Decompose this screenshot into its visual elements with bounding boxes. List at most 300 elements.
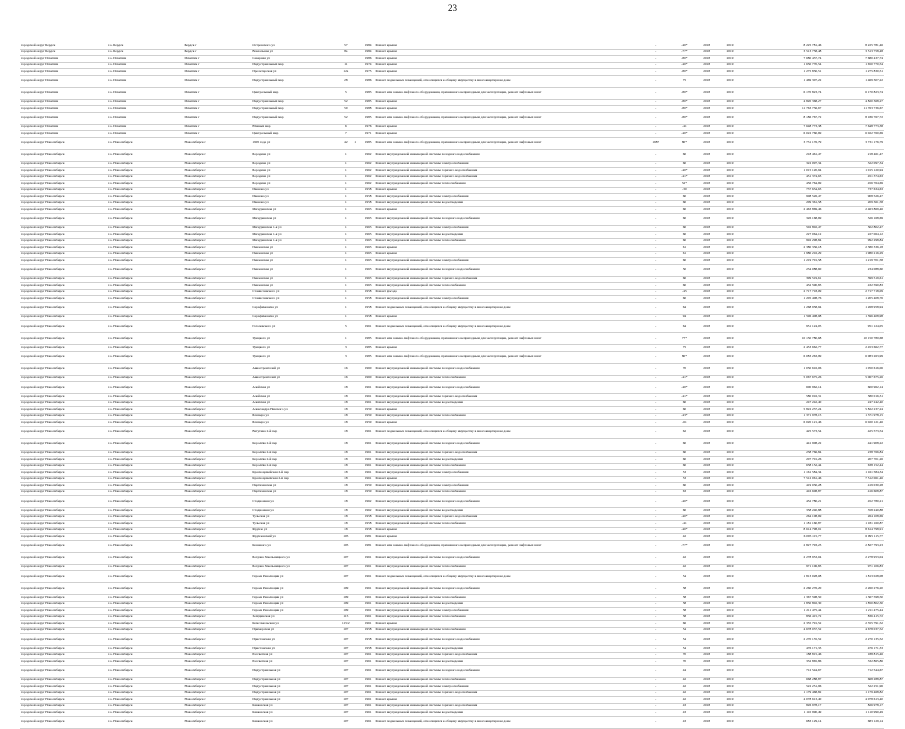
cell-wear: 61 bbox=[674, 251, 695, 258]
cell-locality: Новосибирск г bbox=[183, 677, 251, 684]
cell-municipality: городской округ Новосибирск bbox=[20, 283, 107, 290]
cell-commission-year: - bbox=[638, 232, 674, 239]
cell-start-year: 2018 bbox=[695, 677, 718, 684]
cell-municipality: городской округ Новосибирск bbox=[20, 238, 107, 245]
cell-cost: 7 680 437,74 bbox=[765, 56, 822, 63]
cell-house: 28 bbox=[338, 75, 353, 87]
cell-building bbox=[353, 321, 361, 333]
cell-house: 52 bbox=[338, 99, 353, 106]
cell-year-built: 1961 bbox=[362, 595, 375, 602]
cell-year-built: 1961 bbox=[362, 677, 375, 684]
cell-work-type: Ремонт внутридомовой инженерной системы горячего водоснабжения bbox=[374, 168, 637, 175]
cell-municipality: городской округ Новосибирск bbox=[20, 665, 107, 677]
cell-total-cost: 5 067 675,26 bbox=[822, 375, 884, 382]
cell-municipality: городской округ Новосибирск bbox=[20, 251, 107, 258]
cell-municipality: городской округ Новосибирск bbox=[20, 614, 107, 621]
cell-locality: Новосибирск г bbox=[183, 238, 251, 245]
table-row bbox=[20, 540, 884, 552]
cell-work-type: Ремонт внутридомовой инженерной системы водоотведения bbox=[374, 200, 637, 207]
cell-commission-year: - bbox=[638, 677, 674, 684]
cell-commission-year: - bbox=[638, 659, 674, 666]
cell-cost: 238 766,84 bbox=[765, 450, 822, 457]
cell-street: Александра Невского ул bbox=[251, 407, 338, 414]
cell-start-year: 2018 bbox=[695, 168, 718, 175]
cell-start-year: 2018 bbox=[695, 213, 718, 225]
cell-locality: Новосибирск г bbox=[183, 181, 251, 188]
cell-start-year: 2018 bbox=[695, 75, 718, 87]
cell-locality: Новосибирск г bbox=[183, 470, 251, 477]
cell-end-year: 2019 bbox=[718, 137, 741, 149]
cell-end-year: 2019 bbox=[718, 608, 741, 615]
cell-commission-year: - bbox=[638, 283, 674, 290]
cell-house: 1 bbox=[338, 302, 353, 314]
cell-work-type: Ремонт внутридомовой инженерной системы теплоснабжения bbox=[374, 413, 637, 420]
cell-cost: 908 526,47 bbox=[765, 194, 822, 201]
cell-house: 107 bbox=[338, 677, 353, 684]
cell-year-built: 1963 bbox=[362, 251, 375, 258]
cell-wear: 60 bbox=[674, 450, 695, 457]
cell-house: 107 bbox=[338, 571, 353, 583]
cell-street: Урицкого ул bbox=[251, 351, 338, 363]
cell-settlement: г.о. Новосибирск bbox=[107, 289, 183, 296]
cell-cost: 1 367 598,50 bbox=[765, 595, 822, 602]
cell-total-cost: 6 083 263,99 bbox=[822, 351, 884, 363]
cell-locality: Искитим г bbox=[183, 87, 251, 99]
cell-total-cost: 4 678 037,52 bbox=[822, 627, 884, 634]
cell-settlement: г.о. Новосибирск bbox=[107, 351, 183, 363]
cell-total-cost: 3 731 176,79 bbox=[822, 137, 884, 149]
cell-locality: Новосибирск г bbox=[183, 394, 251, 401]
cell-municipality: городской округ Новосибирск bbox=[20, 690, 107, 697]
cell-end-year: 2019 bbox=[718, 450, 741, 457]
cell-year-built: 1958 bbox=[362, 194, 375, 201]
cell-building bbox=[353, 552, 361, 564]
cell-municipality: городской округ Искитим bbox=[20, 87, 107, 99]
cell-settlement: г.о. Искитим bbox=[107, 99, 183, 106]
cell-locality: Новосибирск г bbox=[183, 634, 251, 646]
cell-end-year: 2019 bbox=[718, 595, 741, 602]
cell-house: 3 bbox=[338, 345, 353, 352]
cell-commission-year: - bbox=[638, 302, 674, 314]
cell-wear: -41 bbox=[674, 124, 695, 131]
cell-year-built: 1985 bbox=[362, 99, 375, 106]
cell-total-cost: 2 355 791,52 bbox=[822, 621, 884, 628]
table-row bbox=[20, 438, 884, 450]
cell-street: Мичуринская ул bbox=[251, 207, 338, 214]
cell-municipality: городской округ Искитим bbox=[20, 124, 107, 131]
cell-locality: Новосибирск г bbox=[183, 168, 251, 175]
cell-cost: 2 380 336,18 bbox=[765, 245, 822, 252]
cell-locality: Новосибирск г bbox=[183, 703, 251, 710]
cell-street: Индустриальная ул bbox=[251, 665, 338, 677]
cell-wear: 60 bbox=[674, 207, 695, 214]
cell-year-built: 1962 bbox=[362, 508, 375, 515]
cell-commission-year: - bbox=[638, 614, 674, 621]
cell-work-type: Ремонт внутридомовой инженерной системы электроснабжения bbox=[374, 194, 637, 201]
cell-locality: Новосибирск г bbox=[183, 187, 251, 194]
cell-commission-year: - bbox=[638, 149, 674, 161]
cell-street: Героев Революции ул bbox=[251, 601, 338, 608]
cell-wear: 77* bbox=[674, 333, 695, 345]
cell-municipality: городской округ Искитим bbox=[20, 99, 107, 106]
cell-settlement: г.о. Новосибирск bbox=[107, 426, 183, 438]
cell-year-built: 1959 bbox=[362, 483, 375, 490]
cell-start-year: 2018 bbox=[695, 659, 718, 666]
cell-settlement: г.о. Новосибирск bbox=[107, 137, 183, 149]
cell-wear: 60 bbox=[674, 161, 695, 168]
cell-street: Блюхера ул bbox=[251, 413, 338, 420]
cell-locality: Новосибирск г bbox=[183, 583, 251, 595]
cell-year-built: 1959 bbox=[362, 420, 375, 427]
cell-cost: 441 908,22 bbox=[765, 438, 822, 450]
table-row bbox=[20, 112, 884, 124]
cell-year-built: 1961 bbox=[362, 703, 375, 710]
cell-street: Красноармейская 2-й пер bbox=[251, 470, 338, 477]
cell-work-type: Ремонт внутридомовой инженерной системы горячего водоснабжения bbox=[374, 174, 637, 181]
cell-cost: 227 064,12 bbox=[765, 232, 822, 239]
cell-settlement: г.о. Новосибирск bbox=[107, 514, 183, 521]
cell-start-year: 2018 bbox=[695, 450, 718, 457]
cell-work-type: Ремонт внутридомовой инженерной системы холодного водоснабжения bbox=[374, 438, 637, 450]
cell-cost: 2 270 135,52 bbox=[765, 634, 822, 646]
cell-locality: Новосибирск г bbox=[183, 420, 251, 427]
cell-end-year: 2019 bbox=[718, 106, 741, 113]
cell-municipality: городской округ Новосибирск bbox=[20, 213, 107, 225]
cell-end-year: 2019 bbox=[718, 351, 741, 363]
cell-total-cost: 1 850 802,30 bbox=[822, 601, 884, 608]
cell-end-year: 2019 bbox=[718, 583, 741, 595]
cell-total-cost: 2 380 336,18 bbox=[822, 245, 884, 252]
cell-settlement: г.о. Новосибирск bbox=[107, 161, 183, 168]
cell-cost: 1 219 701,58 bbox=[765, 258, 822, 265]
cell-end-year: 2019 bbox=[718, 207, 741, 214]
cell-work-type: Ремонт крыши bbox=[374, 697, 637, 704]
cell-locality: Искитим г bbox=[183, 75, 251, 87]
cell-work-type: Ремонт внутридомовой инженерной системы холодного водоснабжения bbox=[374, 213, 637, 225]
cell-year-built: 1961 bbox=[362, 400, 375, 407]
cell-total-cost: 326 168,69 bbox=[822, 213, 884, 225]
cell-house: 1 bbox=[338, 161, 353, 168]
cell-start-year: 2018 bbox=[695, 690, 718, 697]
cell-house: 18 bbox=[338, 382, 353, 394]
cell-total-cost: 2 463 869,46 bbox=[822, 207, 884, 214]
cell-municipality: городской округ Новосибирск bbox=[20, 194, 107, 201]
cell-total-cost: 5 822 237,24 bbox=[822, 407, 884, 414]
register-table-body bbox=[20, 43, 884, 728]
cell-settlement: г.о. Новосибирск bbox=[107, 321, 183, 333]
cell-end-year: 2019 bbox=[718, 296, 741, 303]
cell-street: Пензенская ул bbox=[251, 245, 338, 252]
cell-end-year: 2019 bbox=[718, 659, 741, 666]
cell-cost: 1 110 990,49 bbox=[765, 710, 822, 717]
cell-year-built: 1958 bbox=[362, 521, 375, 528]
cell-wear: 60 bbox=[674, 283, 695, 290]
cell-locality: Новосибирск г bbox=[183, 476, 251, 483]
cell-start-year: 2018 bbox=[695, 703, 718, 710]
cell-settlement: г.о. Новосибирск bbox=[107, 213, 183, 225]
cell-year-built: 1961 bbox=[362, 450, 375, 457]
cell-spacer bbox=[742, 112, 765, 124]
cell-start-year: 2018 bbox=[695, 382, 718, 394]
cell-end-year: 2019 bbox=[718, 438, 741, 450]
cell-municipality: городской округ Новосибирск bbox=[20, 552, 107, 564]
cell-cost: 4 678 037,52 bbox=[765, 627, 822, 634]
cell-start-year: 2018 bbox=[695, 457, 718, 464]
cell-wear: -40* bbox=[674, 62, 695, 69]
cell-cost: 188 815,46 bbox=[765, 652, 822, 659]
cell-start-year: 2018 bbox=[695, 413, 718, 420]
cell-house: 115 bbox=[338, 614, 353, 621]
cell-start-year: 2018 bbox=[695, 608, 718, 615]
cell-wear: 58 bbox=[674, 583, 695, 595]
cell-work-type: Ремонт подвальных помещений, относящихся к общему имуществу в многоквартирном доме bbox=[374, 302, 637, 314]
cell-house: 18 bbox=[338, 476, 353, 483]
cell-end-year: 2019 bbox=[718, 665, 741, 677]
cell-house: 1 bbox=[338, 174, 353, 181]
cell-total-cost: 8 614 798,91 bbox=[822, 527, 884, 534]
cell-year-built: 1962 bbox=[362, 181, 375, 188]
cell-municipality: городской округ Искитим bbox=[20, 131, 107, 138]
cell-house: 18 bbox=[338, 438, 353, 450]
cell-total-cost: 456 764,69 bbox=[822, 181, 884, 188]
cell-total-cost: 3 513 758,48 bbox=[822, 49, 884, 56]
cell-total-cost: 432 590,83 bbox=[822, 283, 884, 290]
cell-wear: 60 bbox=[674, 438, 695, 450]
cell-year-built: 1963 bbox=[362, 238, 375, 245]
cell-street: Серафимовича ул bbox=[251, 302, 338, 314]
cell-settlement: г.о. Новосибирск bbox=[107, 245, 183, 252]
cell-year-built: 1958 bbox=[362, 200, 375, 207]
cell-commission-year: - bbox=[638, 400, 674, 407]
cell-locality: Искитим г bbox=[183, 131, 251, 138]
cell-total-cost: 712 544,67 bbox=[822, 665, 884, 677]
cell-locality: Новосибирск г bbox=[183, 665, 251, 677]
cell-commission-year: - bbox=[638, 382, 674, 394]
cell-settlement: г.о. Искитим bbox=[107, 69, 183, 76]
cell-work-type: Ремонт внутридомовой инженерной системы холодного водоснабжения bbox=[374, 363, 637, 375]
cell-total-cost: 264 108,69 bbox=[822, 514, 884, 521]
cell-cost: 451 374,63 bbox=[765, 174, 822, 181]
cell-wear: 42 bbox=[674, 564, 695, 571]
cell-commission-year: - bbox=[638, 99, 674, 106]
cell-street: Авиастроителей ул bbox=[251, 363, 338, 375]
cell-commission-year: - bbox=[638, 181, 674, 188]
cell-year-built: 1981 bbox=[362, 540, 375, 552]
cell-end-year: 2019 bbox=[718, 124, 741, 131]
cell-cost: 951 124,05 bbox=[765, 321, 822, 333]
cell-work-type: Ремонт внутридомовой инженерной системы электроснабжения bbox=[374, 258, 637, 265]
cell-municipality: городской округ Новосибирск bbox=[20, 258, 107, 265]
cell-commission-year: - bbox=[638, 552, 674, 564]
cell-settlement: г.о. Новосибирск bbox=[107, 382, 183, 394]
cell-street: Партизанская ул bbox=[251, 483, 338, 490]
cell-house: 18 bbox=[338, 394, 353, 401]
cell-total-cost: 419 030,28 bbox=[822, 483, 884, 490]
cell-year-built: 1961 bbox=[362, 659, 375, 666]
cell-spacer bbox=[742, 438, 765, 450]
cell-house: 1 bbox=[338, 283, 353, 290]
cell-cost: 326 168,69 bbox=[765, 213, 822, 225]
cell-municipality: городской округ Новосибирск bbox=[20, 508, 107, 515]
cell-total-cost: 1 110 990,49 bbox=[822, 710, 884, 717]
cell-house: 5 bbox=[338, 87, 353, 99]
cell-cost: 2 278 953,04 bbox=[765, 552, 822, 564]
cell-municipality: городской округ Новосибирск bbox=[20, 137, 107, 149]
cell-street: Иванова ул bbox=[251, 194, 338, 201]
cell-street: Алейская ул bbox=[251, 400, 338, 407]
cell-start-year: 2018 bbox=[695, 710, 718, 717]
cell-total-cost: 6 022 760,69 bbox=[822, 131, 884, 138]
cell-end-year: 2019 bbox=[718, 420, 741, 427]
cell-start-year: 2018 bbox=[695, 508, 718, 515]
cell-street: Фрунзенский ул bbox=[251, 534, 338, 541]
cell-municipality: городской округ Новосибирск bbox=[20, 394, 107, 401]
cell-total-cost: 207 701,26 bbox=[822, 457, 884, 464]
cell-work-type: Ремонт внутридомовой инженерной системы электроснабжения bbox=[374, 483, 637, 490]
cell-year-built: 1974 bbox=[362, 62, 375, 69]
cell-settlement: г.о. Новосибирск bbox=[107, 483, 183, 490]
cell-commission-year: - bbox=[638, 407, 674, 414]
cell-house: 1 bbox=[338, 168, 353, 175]
cell-wear: -80* bbox=[674, 87, 695, 99]
cell-work-type: Ремонт внутридомовой инженерной системы холодного водоснабжения bbox=[374, 552, 637, 564]
cell-municipality: городской округ Новосибирск bbox=[20, 621, 107, 628]
cell-total-cost: 425 573,54 bbox=[822, 426, 884, 438]
cell-commission-year: - bbox=[638, 258, 674, 265]
cell-total-cost: 1 367 598,50 bbox=[822, 595, 884, 602]
cell-wear: 60 bbox=[674, 463, 695, 470]
cell-start-year: 2018 bbox=[695, 225, 718, 232]
cell-total-cost: 2 827 793,23 bbox=[822, 540, 884, 552]
cell-wear: -45 bbox=[674, 289, 695, 296]
cell-street: Иванова ул bbox=[251, 200, 338, 207]
cell-settlement: г.о. Новосибирск bbox=[107, 552, 183, 564]
cell-year-built: 1961 bbox=[362, 382, 375, 394]
cell-locality: Новосибирск г bbox=[183, 608, 251, 615]
cell-wear: -40* bbox=[674, 131, 695, 138]
cell-wear: 42 bbox=[674, 677, 695, 684]
cell-house: 107 bbox=[338, 627, 353, 634]
cell-year-built: 1958 bbox=[362, 296, 375, 303]
cell-total-cost: 2 278 953,04 bbox=[822, 552, 884, 564]
cell-total-cost: 1 181 160,87 bbox=[822, 521, 884, 528]
cell-municipality: городской округ Новосибирск bbox=[20, 627, 107, 634]
cell-building: 1 bbox=[353, 137, 361, 149]
cell-municipality: городской округ Искитим bbox=[20, 69, 107, 76]
cell-cost: 10 150 780,68 bbox=[765, 333, 822, 345]
cell-municipality: городской округ Новосибирск bbox=[20, 351, 107, 363]
cell-total-cost: 668 288,87 bbox=[822, 677, 884, 684]
cell-year-built: 1984 bbox=[362, 43, 375, 49]
cell-locality: Новосибирск г bbox=[183, 450, 251, 457]
cell-total-cost: 580 016,31 bbox=[822, 394, 884, 401]
cell-building bbox=[353, 716, 361, 728]
cell-total-cost: 951 124,05 bbox=[822, 321, 884, 333]
cell-house: 107 bbox=[338, 684, 353, 691]
cell-settlement: г.о. Новосибирск bbox=[107, 181, 183, 188]
cell-total-cost: 188 815,46 bbox=[822, 652, 884, 659]
cell-street: Центральный мкр bbox=[251, 131, 338, 138]
cell-start-year: 2018 bbox=[695, 601, 718, 608]
cell-cost: 1 980 216,29 bbox=[765, 251, 822, 258]
cell-settlement: г.о. Новосибирск bbox=[107, 684, 183, 691]
cell-building bbox=[353, 302, 361, 314]
cell-wear: -40* bbox=[674, 527, 695, 534]
cell-start-year: 2018 bbox=[695, 289, 718, 296]
cell-commission-year: - bbox=[638, 710, 674, 717]
cell-settlement: г.о. Новосибирск bbox=[107, 634, 183, 646]
cell-house: 1 bbox=[338, 251, 353, 258]
cell-total-cost: 683 129,14 bbox=[822, 716, 884, 728]
cell-commission-year: - bbox=[638, 540, 674, 552]
cell-commission-year: - bbox=[638, 124, 674, 131]
cell-street: Северная ул bbox=[251, 56, 338, 63]
cell-street: Мичуринская ул bbox=[251, 213, 338, 225]
cell-wear: -80* bbox=[674, 99, 695, 106]
cell-settlement: г.о. Новосибирск bbox=[107, 264, 183, 276]
cell-work-type: Ремонт внутридомовой инженерной системы горячего водоснабжения bbox=[374, 652, 637, 659]
cell-settlement: г.о. Новосибирск bbox=[107, 534, 183, 541]
cell-house: 1 bbox=[338, 333, 353, 345]
cell-wear: 75 bbox=[674, 345, 695, 352]
cell-wear: -80* bbox=[674, 112, 695, 124]
cell-locality: Бердск г bbox=[183, 49, 251, 56]
cell-street: Фрунзе ул bbox=[251, 527, 338, 534]
cell-commission-year: - bbox=[638, 716, 674, 728]
cell-wear: -40* bbox=[674, 514, 695, 521]
cell-start-year: 2018 bbox=[695, 652, 718, 659]
cell-total-cost: 522 251,96 bbox=[822, 684, 884, 691]
cell-year-built: 1961 bbox=[362, 564, 375, 571]
cell-wear: 43 bbox=[674, 710, 695, 717]
cell-end-year: 2019 bbox=[718, 375, 741, 382]
cell-municipality: городской округ Новосибирск bbox=[20, 527, 107, 534]
cell-settlement: г.о. Бердск bbox=[107, 43, 183, 49]
cell-cost: 502 802,47 bbox=[765, 225, 822, 232]
cell-locality: Новосибирск г bbox=[183, 382, 251, 394]
cell-settlement: г.о. Новосибирск bbox=[107, 583, 183, 595]
cell-municipality: городской округ Новосибирск bbox=[20, 420, 107, 427]
cell-end-year: 2019 bbox=[718, 646, 741, 653]
cell-cost: 264 108,69 bbox=[765, 514, 822, 521]
cell-year-built: 1961 bbox=[362, 583, 375, 595]
cell-locality: Новосибирск г bbox=[183, 527, 251, 534]
cell-street: Индустриальный мкр bbox=[251, 106, 338, 113]
cell-house: 1 bbox=[338, 149, 353, 161]
cell-street: Урицкого ул bbox=[251, 333, 338, 345]
cell-house: 1 bbox=[338, 187, 353, 194]
table-row bbox=[20, 149, 884, 161]
cell-end-year: 2019 bbox=[718, 238, 741, 245]
cell-wear: 52* bbox=[674, 181, 695, 188]
cell-wear: -77* bbox=[674, 49, 695, 56]
cell-cost: 332 865,86 bbox=[765, 659, 822, 666]
cell-year-built: 1976 bbox=[362, 124, 375, 131]
cell-street: Алейская ул bbox=[251, 382, 338, 394]
cell-locality: Искитим г bbox=[183, 56, 251, 63]
cell-house: 107 bbox=[338, 564, 353, 571]
cell-locality: Новосибирск г bbox=[183, 400, 251, 407]
cell-total-cost: 2 260 276,20 bbox=[822, 583, 884, 595]
cell-settlement: г.о. Искитим bbox=[107, 87, 183, 99]
cell-wear: -41* bbox=[674, 375, 695, 382]
cell-end-year: 2019 bbox=[718, 634, 741, 646]
cell-commission-year: - bbox=[638, 571, 674, 583]
cell-work-type: Ремонт крыши bbox=[374, 420, 637, 427]
cell-wear: -80* bbox=[674, 56, 695, 63]
cell-start-year: 2018 bbox=[695, 420, 718, 427]
cell-work-type: Ремонт крыши bbox=[374, 43, 637, 49]
